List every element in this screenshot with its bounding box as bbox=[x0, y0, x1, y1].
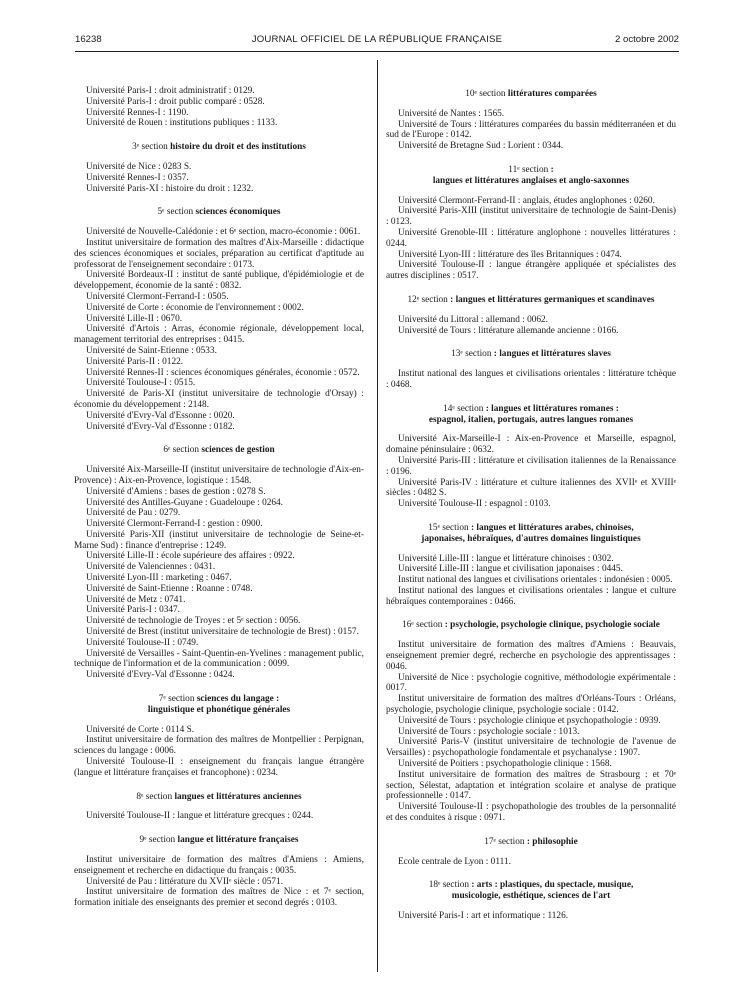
section-title: sciences de gestion bbox=[201, 445, 275, 456]
list-entry: Université de Nantes : 1565. bbox=[398, 108, 505, 119]
section-title: : langues et littératures germaniques et scandinaves bbox=[450, 294, 655, 305]
section-heading bbox=[386, 89, 676, 100]
list-entry: Université du Littoral : allemand : 0062. bbox=[398, 314, 549, 325]
issue-date: 2 octobre 2002 bbox=[614, 34, 679, 45]
section-heading bbox=[74, 445, 364, 456]
list-entry: Université Toulouse-II : langue étrangère appliquée et spécialistes des autres disciplines : 0517. bbox=[386, 260, 676, 282]
section-title-line2: linguistique et phonétique générales bbox=[147, 704, 291, 715]
list-entry: Institut universitaire de formation des maîtres d'Orléans-Tours : Orléans, psychologie, psychologie clinique, psychologie sociale : 0142. bbox=[386, 694, 676, 716]
list-entry: Université de Saint-Etienne : 0533. bbox=[86, 345, 217, 356]
list-entry: Université Paris-XII (institut universitaire de technologie de Seine-et-Marne Sud) : finance d'entreprise : 1249. bbox=[74, 529, 364, 551]
list-entry: Université Paris-IV : littérature et culture italiennes des XVIIᵉ et XVIIIᵉ siècles : 0482 S. bbox=[386, 477, 676, 499]
list-entry: Université de Bretagne Sud : Lorient : 0344. bbox=[398, 141, 564, 152]
section-title: : arts : plastiques, du spectacle, musique, bbox=[471, 880, 634, 891]
list-entry: Université d'Amiens : bases de gestion : 0278 S. bbox=[86, 486, 266, 497]
list-entry: Université de Metz : 0741. bbox=[86, 594, 186, 605]
list-entry: Université Clermont-Ferrand-II : anglais, études anglophones : 0260. bbox=[398, 195, 655, 206]
left-column bbox=[74, 86, 364, 909]
list-entry: Université de Nice : psychologie cognitive, méthodologie expérimentale : 0017. bbox=[386, 672, 676, 694]
list-entry: Université Toulouse-II : langue et littérature grecques : 0244. bbox=[86, 811, 314, 822]
list-entry: Université de Paris-XI (institut universitaire de technologie d'Orsay) : économie du développement : 2148. bbox=[74, 389, 364, 410]
section-number: 13ᵉ section bbox=[451, 349, 492, 360]
list-entry: Université Paris-I : droit public comparé : 0528. bbox=[86, 96, 265, 107]
section-title: : langues et littératures arabes, chinoises, bbox=[470, 522, 634, 533]
section-heading bbox=[386, 523, 676, 545]
list-entry: Université de Corte : économie de l'environnement : 0002. bbox=[86, 302, 304, 313]
list-entry: Université Clermont-Ferrand-I : gestion : 0900. bbox=[86, 519, 263, 530]
list-entry: Université Lyon-III : marketing : 0467. bbox=[86, 573, 232, 584]
section-title-line2: langues et littératures anglaises et anglo-saxonnes bbox=[432, 175, 630, 186]
section-heading bbox=[74, 792, 364, 803]
list-entry: Université Rennes-I : 1190. bbox=[86, 107, 189, 118]
list-entry: Université Lille-II : école supérieure des affaires : 0922. bbox=[86, 551, 295, 562]
list-entry: Université de Nice : 0283 S. bbox=[86, 161, 192, 172]
section-heading bbox=[74, 835, 364, 846]
section-title: : bbox=[550, 164, 554, 175]
list-entry: Université Grenoble-III : littérature anglophone : nouvelles littératures : 0244. bbox=[386, 227, 676, 249]
list-entry: Institut universitaire de formation des maîtres de Montpellier : Perpignan, sciences du langage : 0006. bbox=[74, 735, 364, 757]
list-entry: Université Aix-Marseille-I : Aix-en-Provence et Marseille, espagnol, domaine péninsulaire : 0632. bbox=[386, 434, 676, 456]
list-entry: Université de technologie de Troyes : et 5ᵉ section : 0056. bbox=[86, 616, 301, 627]
list-entry: Université de Nouvelle-Calédonie : et 6ᵉ section, macro-économie : 0061. bbox=[86, 227, 361, 238]
list-entry: Université des Antilles-Guyane : Guadeloupe : 0264. bbox=[86, 497, 284, 508]
section-number: 10ᵉ section bbox=[465, 89, 506, 99]
section-number: 16ᵉ section bbox=[402, 620, 443, 631]
section-number: 14ᵉ section bbox=[443, 403, 484, 414]
list-entry: Université Bordeaux-II : institut de santé publique, d'épidémiologie et de développement, économie de la santé : 0832. bbox=[74, 270, 364, 292]
list-entry: Université de Corte : 0114 S. bbox=[86, 724, 195, 735]
section-heading bbox=[386, 404, 676, 426]
section-title-line2: musicologie, esthétique, sciences de l'art bbox=[451, 891, 611, 902]
right-sections bbox=[386, 89, 676, 922]
list-entry: Université de Brest (institut universitaire de technologie de Brest) : 0157. bbox=[86, 627, 359, 638]
list-entry: Université Lyon-III : littérature des îles Britanniques : 0474. bbox=[398, 249, 622, 260]
list-entry: Université Paris-I : 0347. bbox=[86, 605, 180, 616]
section-title: sciences économiques bbox=[195, 207, 281, 218]
list-entry: Université Toulouse-II : enseignement du français langue étrangère (langue et littérature françaises et francophone) : 0234. bbox=[74, 757, 364, 778]
section-number: 17ᵉ section bbox=[484, 836, 525, 847]
right-column bbox=[386, 89, 676, 922]
list-entry: Université de Poitiers : psychopathologie clinique : 1568. bbox=[398, 759, 612, 770]
section-title: : philosophie bbox=[526, 836, 578, 847]
list-entry: Université Aix-Marseille-II (institut universitaire de technologie d'Aix-en-Provence) : Aix-en-Provence, logistique : 1548. bbox=[74, 465, 364, 486]
section-number: 12ᵉ section bbox=[407, 294, 448, 305]
section-title: langue et littérature françaises bbox=[177, 835, 299, 846]
section-number: 7ᵉ section bbox=[158, 694, 195, 705]
list-entry: Institut universitaire de formation des maîtres de Strasbourg : et 70ᵉ section, Sélestat, adaptation et intégration scolaire et analyse de pratique professionnelle : 0147. bbox=[386, 769, 676, 802]
list-entry: Université de Pau : littérature du XVIIᵉ siècle : 0571. bbox=[86, 876, 284, 887]
section-number: 8ᵉ section bbox=[136, 791, 173, 802]
section-heading bbox=[386, 880, 676, 902]
list-entry: Institut national des langues et civilisations orientales : indonésien : 0005. bbox=[398, 575, 673, 586]
header-rule bbox=[75, 51, 679, 52]
section-title: : psychologie, psychologie clinique, psychologie sociale bbox=[444, 620, 660, 631]
list-entry: Université de Saint-Etienne : Roanne : 0748. bbox=[86, 583, 253, 594]
list-entry: Université Paris-V (institut universitaire de technologie de l'avenue de Versailles) : psychopathologie fondamentale et psychanalyse : 1907. bbox=[386, 737, 676, 759]
list-entry: Université de Versailles - Saint-Quentin-en-Yvelines : management public, technique de l'information et de la communication : 0099. bbox=[74, 648, 364, 670]
section-heading bbox=[386, 295, 676, 306]
list-entry: Université Clermont-Ferrand-I : 0505. bbox=[86, 291, 229, 302]
section-heading bbox=[386, 620, 676, 631]
section-heading bbox=[74, 207, 364, 218]
section-number: 11ᵉ section bbox=[508, 164, 549, 175]
list-entry: Université Toulouse-II : espagnol : 0103. bbox=[398, 499, 551, 510]
section-title: langues et littératures anciennes bbox=[174, 791, 302, 802]
section-heading bbox=[386, 165, 676, 187]
section-number: 15ᵉ section bbox=[428, 522, 469, 533]
section-title: histoire du droit et des institutions bbox=[170, 142, 306, 153]
list-entry: Ecole centrale de Lyon : 0111. bbox=[398, 856, 511, 867]
section-title: sciences du langage : bbox=[196, 694, 280, 705]
left-sections bbox=[74, 142, 364, 909]
list-entry: Université Paris-XIII (institut universitaire de technologie de Saint-Denis) : 0123. bbox=[386, 206, 676, 228]
section-number: 9ᵉ section bbox=[139, 835, 176, 846]
list-entry: Université de Pau : 0279. bbox=[86, 508, 181, 519]
list-entry: Université Lille-II : 0670. bbox=[86, 313, 183, 324]
list-entry: Université Paris-I : droit administratif : 0129. bbox=[86, 86, 255, 96]
list-entry: Institut universitaire de formation des maîtres d'Amiens : Amiens, enseignement et recherche en didactique du français : 0035. bbox=[74, 855, 364, 876]
section-heading bbox=[386, 349, 676, 360]
list-entry: Université de Valenciennes : 0431. bbox=[86, 562, 216, 573]
list-entry: Université Paris-II : 0122. bbox=[86, 356, 184, 367]
section-title: : langues et littératures romanes : bbox=[485, 403, 619, 414]
list-entry: Université Paris-I : art et informatique : 1126. bbox=[398, 911, 569, 922]
list-entry: Institut universitaire de formation des maîtres de Nice : et 7ᵉ section, formation initiale des enseignants des premier et second degrés : 0103. bbox=[74, 887, 364, 909]
section-heading bbox=[386, 837, 676, 848]
section-title-line2: espagnol, italien, portugais, autres langues romanes bbox=[428, 414, 634, 425]
list-entry: Université Lille-III : langue et civilisation japonaises : 0445. bbox=[398, 564, 623, 575]
column-divider bbox=[377, 60, 378, 972]
section-title-line2: japonaises, hébraïques, d'autres domaines linguistiques bbox=[421, 533, 641, 544]
page-header bbox=[75, 34, 679, 48]
list-entry: Université Toulouse-II : psychopathologie des troubles de la personnalité et des conduites à risque : 0971. bbox=[386, 802, 676, 824]
list-entry: Université de Tours : littératures comparées du bassin méditerranéen et du sud de l'Europe : 0142. bbox=[386, 119, 676, 141]
list-entry: Institut universitaire de formation des maîtres d'Aix-Marseille : didactique des sciences économiques et sociales, préparation au certificat d'aptitude au professorat de l'enseignement secondaire : 0173. bbox=[74, 237, 364, 270]
list-entry: Institut national des langues et civilisations orientales : langue et culture hébraïques contemporaines : 0466. bbox=[386, 585, 676, 607]
list-entry: Institut national des langues et civilisations orientales : littérature tchèque : 0468. bbox=[386, 369, 676, 390]
list-entry: Université d'Artois : Arras, économie régionale, développement local, management territorial des entreprises : 0415. bbox=[74, 324, 364, 346]
list-entry: Université d'Evry-Val d'Essonne : 0182. bbox=[86, 421, 235, 432]
section-title: : langues et littératures slaves bbox=[493, 349, 611, 360]
section-heading bbox=[74, 142, 364, 153]
section-heading bbox=[74, 694, 364, 716]
list-entry: Université de Tours : littérature allemande ancienne : 0166. bbox=[398, 325, 619, 336]
section-number: 6ᵉ section bbox=[163, 445, 200, 456]
section-title: littératures comparées bbox=[507, 89, 597, 99]
list-entry: Institut universitaire de formation des maîtres d'Amiens : Beauvais, enseignement premier degré, recherche en psychologie des apprentissages : 0046. bbox=[386, 640, 676, 672]
list-entry: Université Paris-XI : histoire du droit : 1232. bbox=[86, 183, 254, 194]
list-entry: Université d'Evry-Val d'Essonne : 0424. bbox=[86, 670, 235, 681]
list-entry: Université Toulouse-II : 0749. bbox=[86, 637, 199, 648]
section-number: 3ᵉ section bbox=[132, 142, 168, 153]
section-number: 5ᵉ section bbox=[157, 207, 194, 218]
list-entry: Université Rennes-I : 0357. bbox=[86, 172, 189, 183]
section-number: 18ᵉ section bbox=[428, 880, 470, 891]
list-entry: Université Rennes-II : sciences économiques générales, économie : 0572. bbox=[86, 367, 360, 378]
list-entry: Université de Rouen : institutions publiques : 1133. bbox=[86, 118, 278, 129]
list-entry: Université de Tours : psychologie clinique et psychopathologie : 0939. bbox=[398, 715, 661, 726]
list-entry: Université Paris-III : littérature et civilisation italiennes de la Renaissance : 0196. bbox=[386, 455, 676, 477]
journal-title: JOURNAL OFFICIEL DE LA RÉPUBLIQUE FRANÇAISE bbox=[251, 34, 503, 45]
left-pre-entries bbox=[74, 86, 364, 129]
list-entry: Université Toulouse-I : 0515. bbox=[86, 378, 196, 389]
page-number: 16238 bbox=[75, 34, 102, 45]
list-entry: Université de Tours : psychologie sociale : 1013. bbox=[398, 726, 580, 737]
list-entry: Université Lille-III : langue et littérature chinoises : 0302. bbox=[398, 553, 614, 564]
list-entry: Université d'Evry-Val d'Essonne : 0020. bbox=[86, 410, 235, 421]
